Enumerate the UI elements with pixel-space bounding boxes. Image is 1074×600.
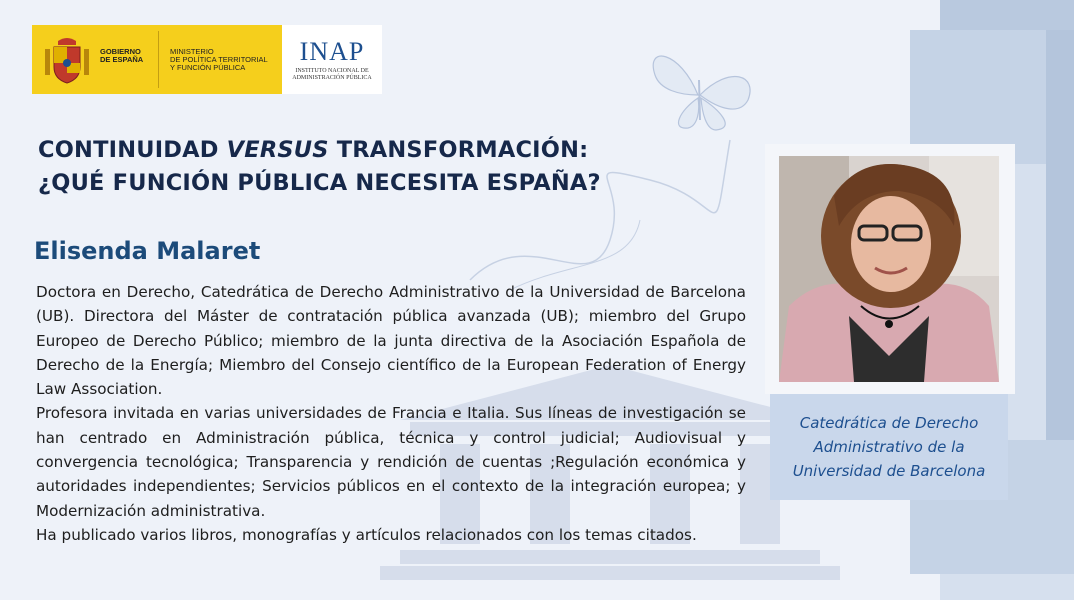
bio-paragraph: Doctora en Derecho, Catedrática de Derecho Administrativo de la Universidad de Barcelona (UB). Directora del Máster de contratación pública avanzada (UB); miembro del Grupo Europeo de Derecho Público; miembro de la junta directiva de la Asociación Española de Derecho de la Energía; Miembro del Consejo científico de la European Federation of Energy Law Association. xyxy=(36,283,746,399)
inap-logo xyxy=(282,25,382,94)
caption-line: Administrativo de la xyxy=(813,438,965,456)
government-label: GOBIERNO DE ESPAÑA xyxy=(100,47,144,64)
caption-line: Catedrática de Derecho xyxy=(799,414,979,432)
ministry-label: MINISTERIO DE POLÍTICA TERRITORIAL Y FUNCIÓN PÚBLICA xyxy=(170,47,268,72)
title-line-1 xyxy=(38,134,678,167)
butterfly-icon xyxy=(640,40,760,140)
logo-divider xyxy=(158,31,159,88)
photo-frame xyxy=(765,144,1015,394)
speaker-bio xyxy=(36,280,746,547)
title-line-2: ¿QUÉ FUNCIÓN PÚBLICA NECESITA ESPAÑA? xyxy=(38,170,601,196)
inap-title: INAP xyxy=(299,37,365,66)
speaker-photo xyxy=(779,156,999,382)
page-title xyxy=(38,134,678,200)
caption-line: Universidad de Barcelona xyxy=(792,462,986,480)
government-logo xyxy=(32,25,282,94)
inap-subtitle: INSTITUTO NACIONAL DE ADMINISTRACIÓN PÚBLICA xyxy=(292,68,372,81)
title-part: CONTINUIDAD xyxy=(38,137,227,163)
title-part: TRANSFORMACIÓN: xyxy=(328,137,589,163)
caption-text xyxy=(793,411,986,483)
bio-paragraph: Ha publicado varios libros, monografías y artículos relacionados con los temas citados. xyxy=(36,525,697,544)
speaker-caption xyxy=(770,394,1008,500)
bg-stripe xyxy=(1046,30,1074,440)
logo-bar xyxy=(32,25,382,94)
speaker-name: Elisenda Malaret xyxy=(34,237,261,265)
bg-panel-top xyxy=(940,0,1074,30)
coat-of-arms-icon xyxy=(42,35,92,85)
bio-paragraph: Profesora invitada en varias universidades de Francia e Italia. Sus líneas de investigación se han centrado en Administración pública, técnica y control judicial; Audiovisual y convergencia tecnológica; Transparencia y rendición de cuentas ;Regulación económica y autoridades independientes; Servicios públicos en el contexto de la integración europea; y Modernización administrativa. xyxy=(36,404,746,520)
title-emphasis: VERSUS xyxy=(226,137,329,163)
